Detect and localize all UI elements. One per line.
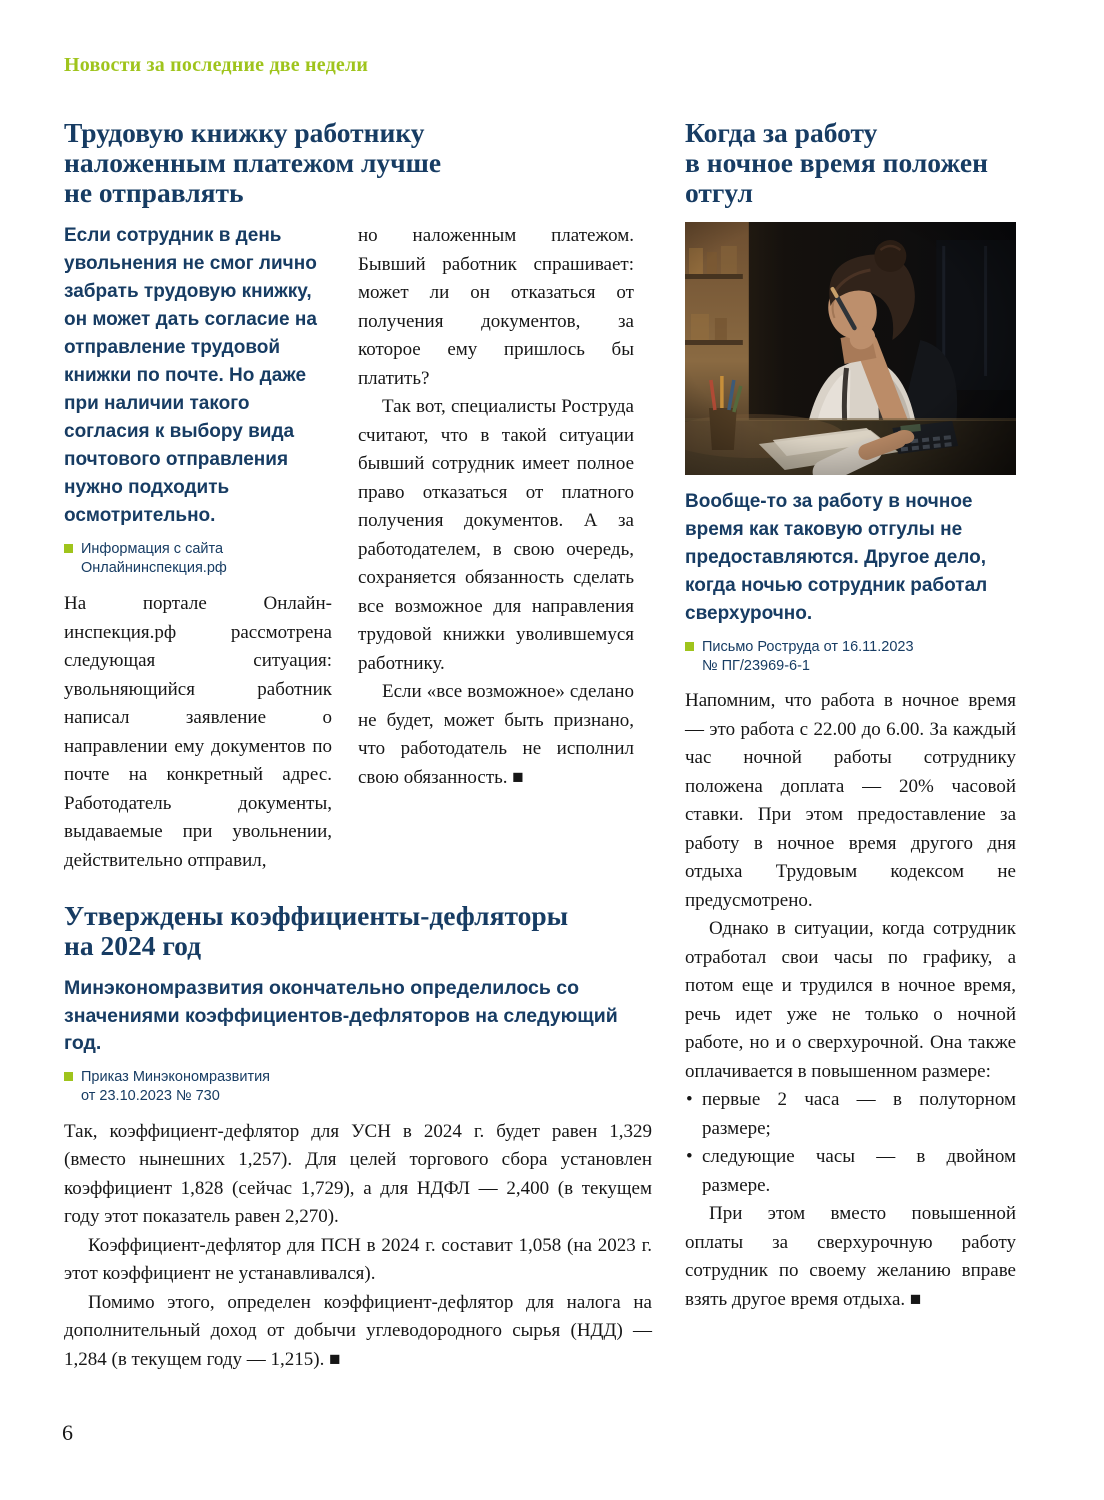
body-paragraph: но наложенным платежом. Бывший работник спрашивает: может ли он отказаться от получения документов, за которое ему пришлось бы платить? bbox=[358, 225, 634, 389]
article-trudovaya-knizhka bbox=[64, 118, 642, 875]
source-bullet-icon bbox=[64, 544, 73, 553]
list-item: • следующие часы — в двойном размере. bbox=[685, 1143, 1016, 1200]
source-line: Письмо Роструда от 16.11.2023 bbox=[702, 639, 914, 655]
source-bullet-icon bbox=[64, 1072, 73, 1081]
body-paragraph: Так, коэффициент-дефлятор для УСН в 2024 г. будет равен 1,329 (вместо нынешних 1,257). Для целей торгового сбора установлен коэффициент 1,828 (сейчас 1,729), а для НДФЛ — 2,400 (в текущем году этот показатель равен 2,270). bbox=[64, 1120, 652, 1227]
source-text bbox=[81, 540, 227, 578]
title-line: Трудовую книжку работнику bbox=[64, 117, 425, 148]
article-body bbox=[685, 687, 1016, 1314]
body-paragraph: Коэффициент-дефлятор для ПСН в 2024 г. составит 1,058 (на 2023 г. этот коэффициент не устанавливался). bbox=[64, 1234, 652, 1284]
article-nochnaya-rabota-otgul bbox=[685, 118, 1016, 1314]
source-reference bbox=[685, 638, 1016, 676]
title-line: наложенным платежом лучше bbox=[64, 147, 442, 178]
article-lead: Если сотрудник в день увольнения не смог лично забрать трудовую книжку, он может дать согласие на отправление трудовой книжки по почте. Но даже при наличии такого согласия к выбору вида почтового отправления нужно подходить осмотрительно. bbox=[64, 225, 317, 526]
article-title bbox=[64, 901, 652, 961]
body-paragraph: Так вот, специалисты Роструда считают, что в такой ситуации бывший сотрудник имеет полное право отказаться от платного получения документов. А за работодателем, в свою очередь, сохраняется обязанность сделать все возможное для направления трудовой книжки уволившемуся работнику. bbox=[358, 396, 634, 674]
article-column-left bbox=[64, 222, 332, 875]
list-item: • первые 2 часа — в полуторном размере; bbox=[685, 1086, 1016, 1143]
bullet-list bbox=[685, 1086, 1016, 1200]
article-title bbox=[685, 118, 1016, 208]
source-text bbox=[702, 638, 914, 676]
page-number: 6 bbox=[62, 1420, 73, 1445]
source-reference bbox=[64, 1068, 652, 1106]
section-kicker: Новости за последние две недели bbox=[64, 54, 369, 76]
body-paragraph: При этом вместо повышенной оплаты за сверхурочную работу сотрудник по своему желанию вправе взять другое время отдыха. ■ bbox=[685, 1203, 1016, 1310]
article-lead: Минэкономразвития окончательно определилось со значениями коэффициентов-дефляторов на следующий год. bbox=[64, 977, 618, 1054]
title-line: Когда за работу bbox=[685, 117, 878, 148]
night-work-photo bbox=[685, 222, 1016, 475]
source-reference bbox=[64, 540, 332, 578]
source-line: Приказ Минэкономразвития bbox=[81, 1068, 271, 1085]
title-line: на 2024 год bbox=[64, 930, 202, 961]
source-line: Онлайнинспекция.рф bbox=[81, 560, 227, 576]
body-paragraph: Если «все возможное» сделано не будет, может быть признано, что работодатель не исполнил свою обязанность. ■ bbox=[358, 681, 634, 788]
title-line: отгул bbox=[685, 177, 753, 208]
article-columns bbox=[64, 222, 642, 875]
article-koefficienty-deflyatory bbox=[64, 901, 652, 1374]
body-paragraph: Однако в ситуации, когда сотрудник отработал свои часы по графику, а потом еще и трудился в ночное время, речь идет уже не только о ночной работе, но и о сверхурочной. Она также оплачивается в повышенном размере: bbox=[685, 918, 1016, 1082]
source-line: Информация с сайта bbox=[81, 541, 224, 557]
source-bullet-icon bbox=[685, 642, 694, 651]
source-line: № ПГ/23969-6-1 bbox=[702, 658, 810, 674]
title-line: в ночное время положен bbox=[685, 147, 988, 178]
body-paragraph: На портале Онлайн-инспекция.рф рассмотрена следующая ситуация: увольняющийся работник написал заявление о направлении ему документов по почте на конкретный адрес. Работодатель документы, выдаваемые при увольнении, действительно отправил, bbox=[64, 593, 332, 871]
article-body bbox=[64, 1118, 652, 1375]
article-lead: Вообще-то за работу в ночное время как таковую отгулы не предоставляются. Другое дело, когда ночью сотрудник работал сверхурочно. bbox=[685, 491, 988, 624]
article-column-right bbox=[358, 222, 634, 875]
source-text bbox=[81, 1068, 270, 1106]
article-title bbox=[64, 118, 642, 208]
body-paragraph: Напомним, что работа в ночное время — это работа с 22.00 до 6.00. За каждый час ночной работы сотруднику положена доплата — 20% часовой ставки. При этом предоставление за работу в ночное время другого дня отдыха Трудовым кодексом не предусмотрено. bbox=[685, 690, 1016, 911]
title-line: не отправлять bbox=[64, 177, 244, 208]
body-paragraph: Помимо этого, определен коэффициент-дефлятор для налога на дополнительный доход от добычи углеводородного сырья (НДД) — 1,284 (в текущем году — 1,215). ■ bbox=[64, 1291, 652, 1370]
source-line: от 23.10.2023 № 730 bbox=[81, 1087, 220, 1104]
title-line: Утверждены коэффициенты-дефляторы bbox=[64, 900, 569, 931]
